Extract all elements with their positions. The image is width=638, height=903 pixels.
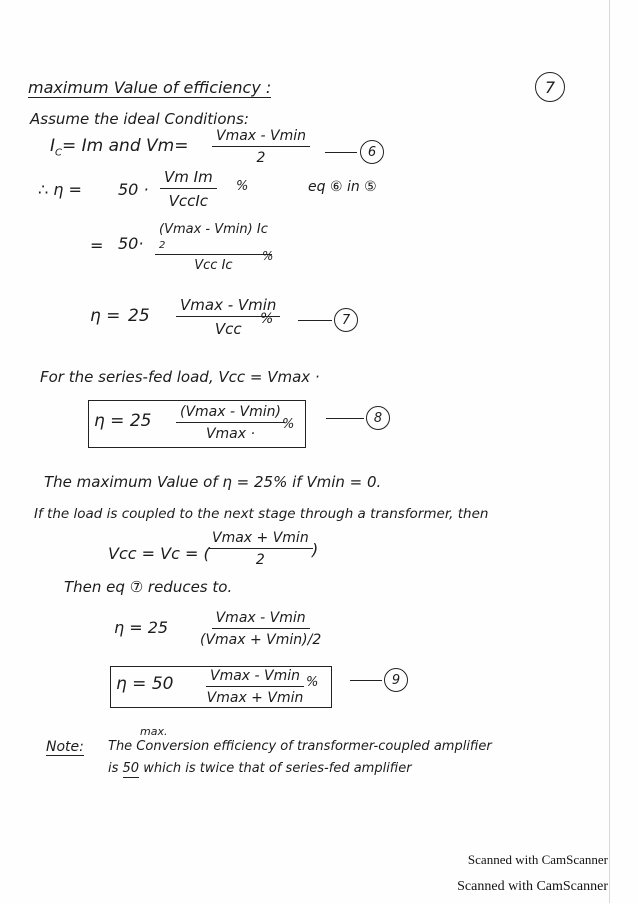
eta-line-2-numerator xyxy=(155,222,272,255)
eta-line-1-percent: % xyxy=(236,179,249,194)
vcc-denominator: 2 xyxy=(255,552,265,568)
eta-line-2-numerator-half: 2 xyxy=(159,240,166,251)
vm-fraction xyxy=(212,128,310,166)
scanner-watermark-1: Scanned with CamScanner xyxy=(467,852,608,867)
boxed-9-percent: % xyxy=(306,675,319,690)
eta-line-2-percent: % xyxy=(262,249,274,263)
eta-line-3-coef: 25 xyxy=(128,306,150,326)
then-line: Then eq ⑦ reduces to. xyxy=(64,578,233,596)
eta-line-1-denominator: VccIc xyxy=(168,192,209,210)
eq-pointer-9 xyxy=(350,680,382,681)
vm-denominator: 2 xyxy=(256,150,266,166)
boxed-8-denominator: Vmax · xyxy=(205,426,255,442)
vm-numerator: Vmax - Vmin xyxy=(212,128,310,147)
eta-line-4-lhs: η = 25 xyxy=(114,618,169,637)
eta-line-4-denominator: (Vmax + Vmin)/2 xyxy=(200,632,322,648)
note-max-superscript: max. xyxy=(140,725,168,738)
assume-text: Assume the ideal Conditions: xyxy=(30,110,249,128)
eq6-in-5-note: eq ⑥ in ⑤ xyxy=(308,179,377,195)
ic-equation xyxy=(50,138,188,158)
ic-subscript: C xyxy=(55,147,62,159)
note-line-1: The Conversion efficiency of transformer-coupled amplifier xyxy=(108,739,492,754)
eq-pointer-8 xyxy=(326,418,364,419)
eta-line-2-coef: 50· xyxy=(118,234,144,253)
eta-line-1-prefix: ∴ η = xyxy=(38,180,82,199)
eta-line-1-fraction xyxy=(160,168,217,210)
boxed-9-denominator: Vmax + Vmin xyxy=(206,690,304,706)
scanner-watermark-2: Scanned with CamScanner xyxy=(457,879,608,894)
boxed-8-fraction xyxy=(176,404,285,442)
vcc-numerator: Vmax + Vmin xyxy=(208,530,313,549)
vcc-close-paren: ) xyxy=(312,540,319,559)
eta-line-2-fraction xyxy=(155,222,272,273)
eta-line-4-numerator: Vmax - Vmin xyxy=(212,610,310,629)
boxed-9-numerator: Vmax - Vmin xyxy=(206,668,304,687)
page-edge xyxy=(609,0,610,903)
eta-line-3-denominator: Vcc xyxy=(214,320,242,338)
ic-equation-rest: = Im and Vm= xyxy=(62,136,189,156)
eta-line-4-fraction xyxy=(200,610,321,648)
section-heading: maximum Value of efficiency : xyxy=(28,78,272,97)
eq-pointer-6 xyxy=(325,152,357,153)
eta-line-3-percent: % xyxy=(260,311,274,327)
eq-label-8: 8 xyxy=(366,406,390,430)
eta-line-3-prefix: η = xyxy=(90,306,121,326)
series-fed-line: For the series-fed load, Vcc = Vmax · xyxy=(40,368,320,386)
ic-symbol: I xyxy=(50,136,56,156)
note-fifty: 50 xyxy=(122,761,140,776)
step-number-badge: 7 xyxy=(535,72,565,102)
boxed-8-percent: % xyxy=(282,417,295,432)
transformer-line: If the load is coupled to the next stage through a transformer, then xyxy=(34,506,489,522)
vcc-fraction xyxy=(208,530,313,568)
eq-label-9: 9 xyxy=(384,668,408,692)
eta-line-1-coef: 50 · xyxy=(118,180,149,199)
boxed-9-lhs: η = 50 xyxy=(116,674,174,694)
vcc-line: Vcc = Vc = ( xyxy=(108,544,210,563)
note-label: Note: xyxy=(46,739,84,755)
note-rest: which is twice that of series-fed amplifier xyxy=(143,761,412,776)
eta-line-2-denominator: Vcc Ic xyxy=(194,258,233,273)
eq-label-7: 7 xyxy=(334,308,358,332)
max-value-line: The maximum Value of η = 25% if Vmin = 0. xyxy=(44,473,382,491)
note-line-2 xyxy=(108,762,412,775)
boxed-8-lhs: η = 25 xyxy=(94,411,152,431)
note-is: is xyxy=(108,761,119,776)
eq-pointer-7 xyxy=(298,320,332,321)
eta-line-3-numerator: Vmax - Vmin xyxy=(176,296,280,317)
eta-line-1-numerator: Vm Im xyxy=(160,168,217,189)
boxed-9-fraction xyxy=(206,668,304,706)
eq-label-6: 6 xyxy=(360,140,384,164)
eta-line-2-numerator-inner: (Vmax - Vmin) Ic xyxy=(159,222,268,237)
boxed-8-numerator: (Vmax - Vmin) xyxy=(176,404,285,423)
eta-line-2-prefix: = xyxy=(90,236,104,255)
